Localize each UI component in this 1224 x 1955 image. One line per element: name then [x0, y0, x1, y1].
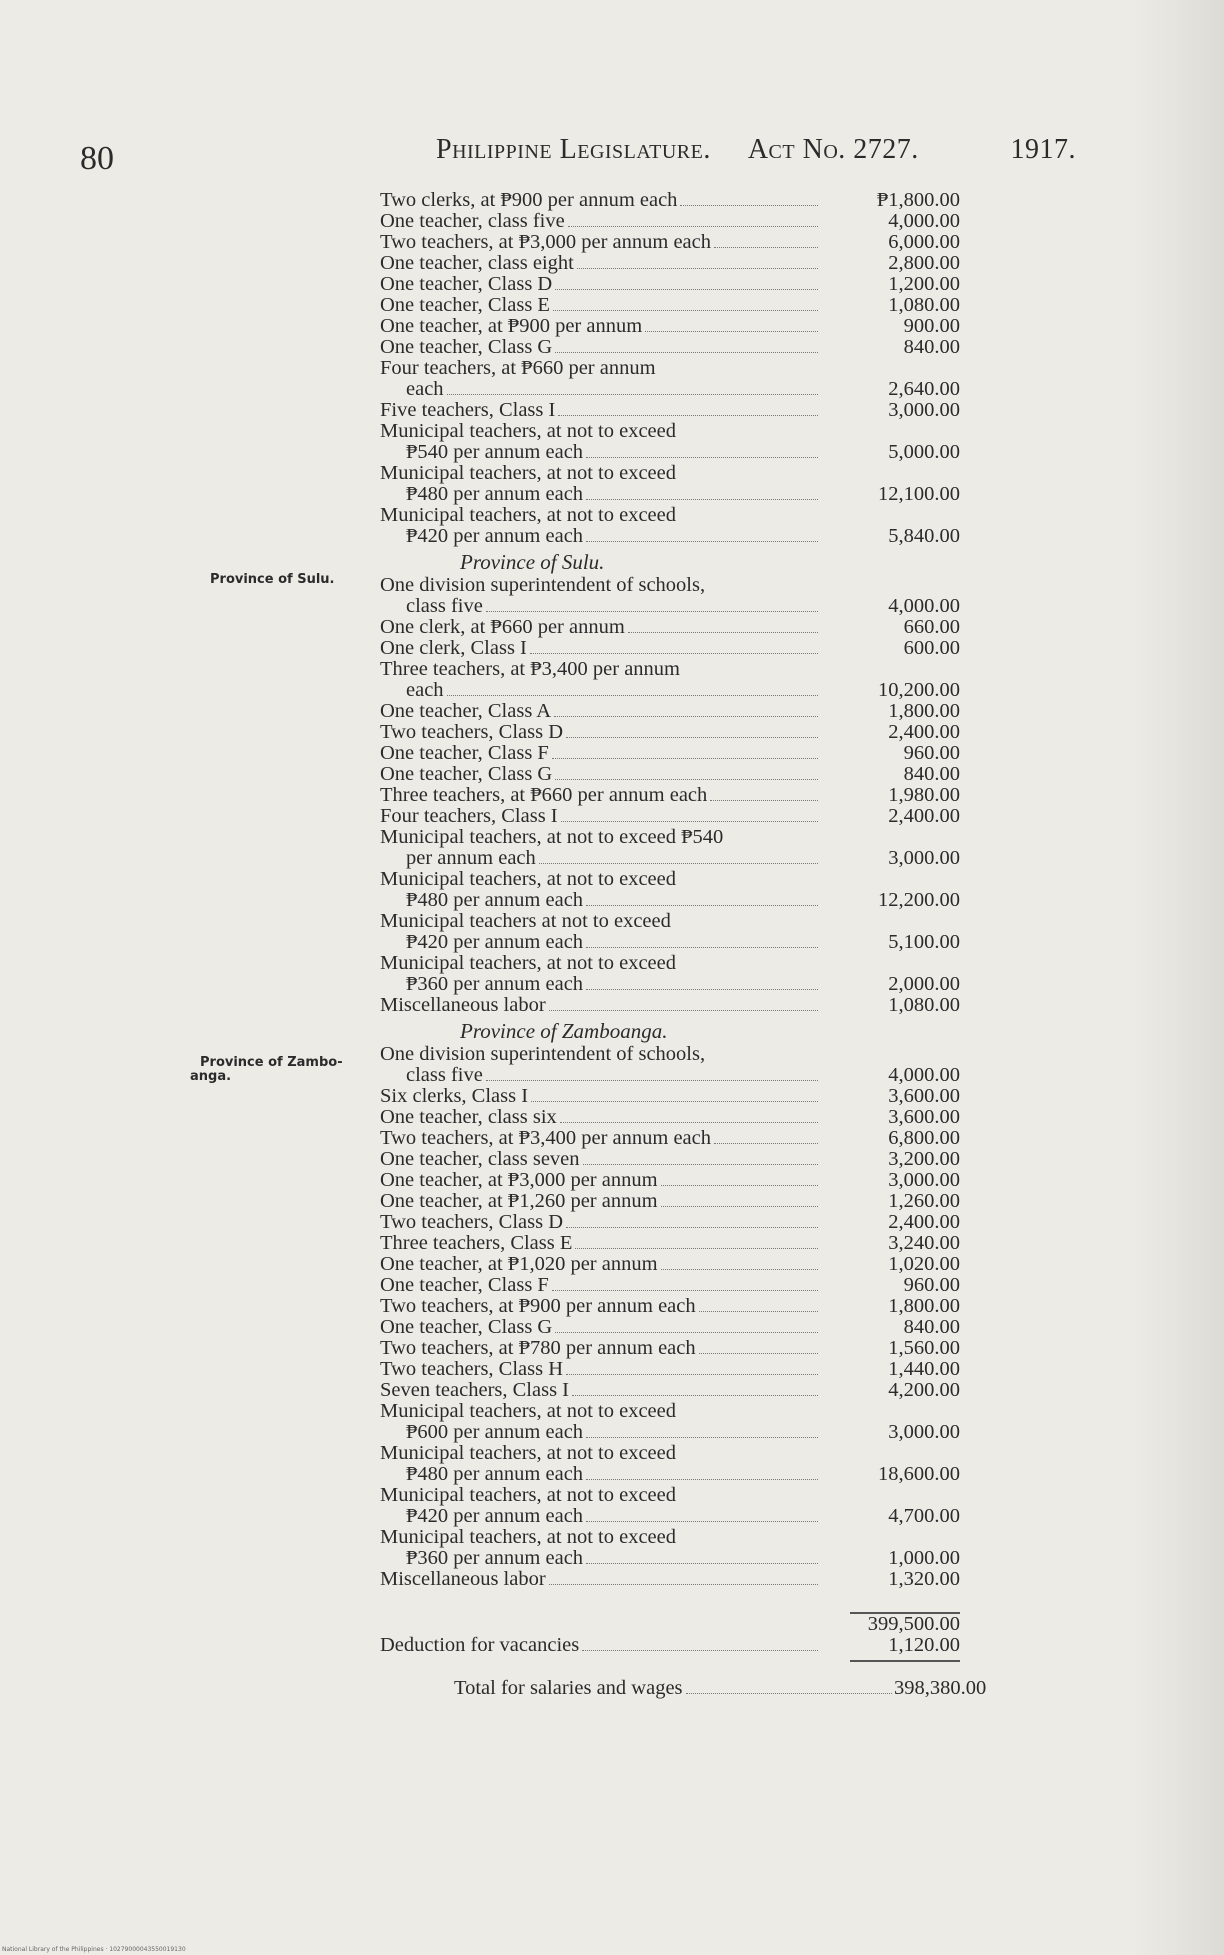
line-item-text: One teacher, at ₱3,000 per annum [380, 1169, 658, 1191]
line-item-amount: 3,000.00 [888, 399, 960, 421]
line-item-text: One teacher, class five [380, 210, 565, 232]
line-item [380, 1338, 960, 1359]
line-item-text: ₱420 per annum each [406, 525, 584, 547]
line-item-amount: 4,000.00 [888, 595, 960, 617]
section-sulu [380, 575, 960, 1016]
line-item-text: Miscellaneous labor [380, 994, 546, 1016]
line-item-amount: 840.00 [903, 763, 960, 785]
line-item [380, 253, 960, 274]
line-item [380, 617, 960, 638]
line-item [380, 743, 960, 764]
line-item-text: Five teachers, Class I [380, 399, 556, 421]
line-item-text: ₱420 per annum each [406, 1505, 584, 1527]
line-item-amount: 3,000.00 [888, 1421, 960, 1443]
line-item-amount: 12,100.00 [878, 483, 960, 505]
line-item-text: ₱420 per annum each [406, 931, 584, 953]
line-item-text: Municipal teachers, at not to exceed [380, 420, 676, 442]
line-item-text: One teacher, at ₱1,260 per annum [380, 1190, 658, 1212]
line-item-text: class five [406, 595, 483, 617]
running-head-year: 1917. [1010, 134, 1076, 165]
line-item [380, 575, 960, 617]
line-item-text: One division superintendent of schools, [380, 574, 706, 596]
line-item [380, 1296, 960, 1317]
line-item-text: Municipal teachers, at not to exceed [380, 952, 676, 974]
line-item [380, 505, 960, 547]
line-item-amount: 2,400.00 [888, 1211, 960, 1233]
line-item-text: Two teachers, at ₱900 per annum each [380, 1295, 696, 1317]
line-item-amount: 6,000.00 [888, 231, 960, 253]
line-item-text: One teacher, class six [380, 1106, 557, 1128]
line-item-amount: 5,000.00 [888, 441, 960, 463]
line-item [380, 1380, 960, 1401]
line-item [380, 463, 960, 505]
section-zamboanga [380, 1044, 960, 1590]
line-item-text: Two teachers, Class D [380, 721, 564, 743]
line-item [380, 1149, 960, 1170]
line-item-text: Municipal teachers, at not to exceed [380, 504, 676, 526]
line-item-text: Two teachers, at ₱780 per annum each [380, 1337, 696, 1359]
line-item-amount: 1,560.00 [888, 1337, 960, 1359]
line-item-amount: 1,440.00 [888, 1358, 960, 1380]
line-item [380, 1275, 960, 1296]
line-item-amount: 2,800.00 [888, 252, 960, 274]
running-head [436, 134, 1076, 166]
line-item [380, 1401, 960, 1443]
line-item-amount: 600.00 [903, 637, 960, 659]
line-item-amount: 5,100.00 [888, 931, 960, 953]
line-item-amount: 900.00 [903, 315, 960, 337]
line-item-amount: 1,320.00 [888, 1568, 960, 1590]
line-item-text: Municipal teachers, at not to exceed ₱540 [380, 826, 724, 848]
line-item-text: One clerk, Class I [380, 637, 527, 659]
line-item-text: One teacher, Class G [380, 763, 553, 785]
line-item-amount: 4,000.00 [888, 210, 960, 232]
line-item [380, 953, 960, 995]
line-item-text: per annum each [406, 847, 536, 869]
section-top [380, 190, 960, 547]
line-item-amount: 4,200.00 [888, 1379, 960, 1401]
line-item-text: ₱600 per annum each [406, 1421, 584, 1443]
line-item-text: Two teachers, Class H [380, 1358, 564, 1380]
line-item-text: Municipal teachers, at not to exceed [380, 868, 676, 890]
subtotal-row [380, 1614, 960, 1635]
deduction-row [380, 1635, 960, 1656]
line-item-text: Three teachers, Class E [380, 1232, 573, 1254]
line-item-amount: 960.00 [903, 742, 960, 764]
total-amount: 398,380.00 [894, 1677, 987, 1699]
line-item-text: each [406, 378, 444, 400]
line-item-amount: 1,000.00 [888, 1547, 960, 1569]
line-item [380, 1569, 960, 1590]
line-item-text: Four teachers, Class I [380, 805, 558, 827]
line-item [380, 1485, 960, 1527]
line-item [380, 1191, 960, 1212]
line-item-text: One division superintendent of schools, [380, 1043, 706, 1065]
line-item-amount: 4,000.00 [888, 1064, 960, 1086]
line-item-text: One teacher, Class A [380, 700, 552, 722]
line-item-text: One teacher, Class E [380, 294, 550, 316]
line-item-amount: 960.00 [903, 1274, 960, 1296]
running-head-act: Act No. 2727. [747, 134, 919, 165]
line-item-text: Two teachers, at ₱3,000 per annum each [380, 231, 712, 253]
line-item [380, 659, 960, 701]
line-item-text: Four teachers, at ₱660 per annum [380, 357, 656, 379]
line-item-text: ₱480 per annum each [406, 1463, 584, 1485]
line-item [380, 806, 960, 827]
subtotal-amount: 399,500.00 [867, 1613, 960, 1635]
line-item [380, 211, 960, 232]
line-item [380, 911, 960, 953]
page-number: 80 [80, 140, 114, 177]
line-item-amount: 660.00 [903, 616, 960, 638]
line-item [380, 421, 960, 463]
line-item [380, 1317, 960, 1338]
line-item-amount: 3,000.00 [888, 847, 960, 869]
line-item-text: Two teachers, Class D [380, 1211, 564, 1233]
line-item-text: Municipal teachers, at not to exceed [380, 1442, 676, 1464]
line-item [380, 232, 960, 253]
line-item-text: One teacher, Class D [380, 273, 553, 295]
line-item [380, 785, 960, 806]
line-item-text: ₱360 per annum each [406, 1547, 584, 1569]
line-item-amount: 1,080.00 [888, 994, 960, 1016]
archive-footer: National Library of the Philippines · 10279000043550019130 [2, 1946, 186, 1953]
line-item-text: Three teachers, at ₱3,400 per annum [380, 658, 680, 680]
line-item [380, 827, 960, 869]
line-item-amount: 18,600.00 [878, 1463, 960, 1485]
line-item-amount: 12,200.00 [878, 889, 960, 911]
line-item-amount: 10,200.00 [878, 679, 960, 701]
line-item [380, 1254, 960, 1275]
line-item [380, 190, 960, 211]
line-item [380, 1170, 960, 1191]
line-item-text: One teacher, Class G [380, 336, 553, 358]
line-item [380, 869, 960, 911]
line-item-amount: 2,400.00 [888, 805, 960, 827]
line-item-text: One teacher, at ₱1,020 per annum [380, 1253, 658, 1275]
line-item-text: Two teachers, at ₱3,400 per annum each [380, 1127, 712, 1149]
line-item-amount: 1,260.00 [888, 1190, 960, 1212]
line-item-amount: 2,640.00 [888, 378, 960, 400]
page-edge-shadow [1134, 0, 1224, 1955]
line-item-text: each [406, 679, 444, 701]
line-item [380, 358, 960, 400]
line-item-amount: 6,800.00 [888, 1127, 960, 1149]
margin-note-zamboanga-2: anga. [190, 1069, 232, 1084]
appropriation-list [380, 189, 987, 1699]
line-item-text: ₱540 per annum each [406, 441, 584, 463]
line-item [380, 638, 960, 659]
line-item-amount: 840.00 [903, 1316, 960, 1338]
line-item [380, 400, 960, 421]
margin-note-zamboanga-1: Province of Zambo- [200, 1055, 343, 1070]
line-item-amount: 1,200.00 [888, 273, 960, 295]
line-item-text: Municipal teachers at not to exceed [380, 910, 671, 932]
line-item-text: class five [406, 1064, 483, 1086]
line-item [380, 274, 960, 295]
line-item-amount: 3,600.00 [888, 1106, 960, 1128]
line-item [380, 1086, 960, 1107]
line-item-text: Two clerks, at ₱900 per annum each [380, 189, 678, 211]
line-item [380, 1527, 960, 1569]
total-row [380, 1677, 987, 1699]
line-item-amount: 3,000.00 [888, 1169, 960, 1191]
line-item [380, 1128, 960, 1149]
line-item-text: One teacher, Class F [380, 1274, 549, 1296]
line-item-text: ₱480 per annum each [406, 483, 584, 505]
line-item-text: One teacher, Class F [380, 742, 549, 764]
line-item-text: One teacher, class eight [380, 252, 574, 274]
line-item [380, 764, 960, 785]
line-item-amount: 2,000.00 [888, 973, 960, 995]
line-item-amount: 1,080.00 [888, 294, 960, 316]
line-item-text: Miscellaneous labor [380, 1568, 546, 1590]
line-item-text: Municipal teachers, at not to exceed [380, 462, 676, 484]
line-item [380, 316, 960, 337]
line-item-text: Seven teachers, Class I [380, 1379, 569, 1401]
line-item [380, 1212, 960, 1233]
line-item-amount: ₱1,800.00 [876, 189, 960, 211]
deduction-amount: 1,120.00 [888, 1634, 960, 1656]
line-item-amount: 1,020.00 [888, 1253, 960, 1275]
line-item [380, 1044, 960, 1086]
line-item [380, 1359, 960, 1380]
line-item-text: Municipal teachers, at not to exceed [380, 1484, 676, 1506]
line-item-text: One teacher, class seven [380, 1148, 580, 1170]
line-item-amount: 1,800.00 [888, 1295, 960, 1317]
line-item-text: ₱360 per annum each [406, 973, 584, 995]
line-item-text: Municipal teachers, at not to exceed [380, 1526, 676, 1548]
line-item [380, 295, 960, 316]
line-item-amount: 3,200.00 [888, 1148, 960, 1170]
line-item-amount: 840.00 [903, 336, 960, 358]
deduction-label: Deduction for vacancies [380, 1634, 580, 1656]
line-item [380, 337, 960, 358]
heading-sulu: Province of Sulu. [460, 550, 605, 574]
line-item-text: One teacher, at ₱900 per annum [380, 315, 643, 337]
line-item-amount: 1,980.00 [888, 784, 960, 806]
line-item-amount: 5,840.00 [888, 525, 960, 547]
line-item-amount: 3,240.00 [888, 1232, 960, 1254]
line-item-text: One teacher, Class G [380, 1316, 553, 1338]
line-item [380, 1443, 960, 1485]
line-item [380, 1233, 960, 1254]
line-item-text: ₱480 per annum each [406, 889, 584, 911]
line-item-amount: 4,700.00 [888, 1505, 960, 1527]
line-item-amount: 3,600.00 [888, 1085, 960, 1107]
line-item-text: Municipal teachers, at not to exceed [380, 1400, 676, 1422]
heading-zamboanga: Province of Zamboanga. [460, 1019, 668, 1043]
line-item-text: One clerk, at ₱660 per annum [380, 616, 625, 638]
line-item [380, 1107, 960, 1128]
line-item [380, 722, 960, 743]
line-item-text: Three teachers, at ₱660 per annum each [380, 784, 708, 806]
line-item-text: Six clerks, Class I [380, 1085, 529, 1107]
line-item-amount: 1,800.00 [888, 700, 960, 722]
line-item-amount: 2,400.00 [888, 721, 960, 743]
line-item [380, 701, 960, 722]
margin-note-sulu: Province of Sulu. [210, 572, 335, 587]
running-head-title: Philippine Legislature. [436, 134, 711, 165]
total-label: Total for salaries and wages [454, 1677, 683, 1699]
line-item [380, 995, 960, 1016]
